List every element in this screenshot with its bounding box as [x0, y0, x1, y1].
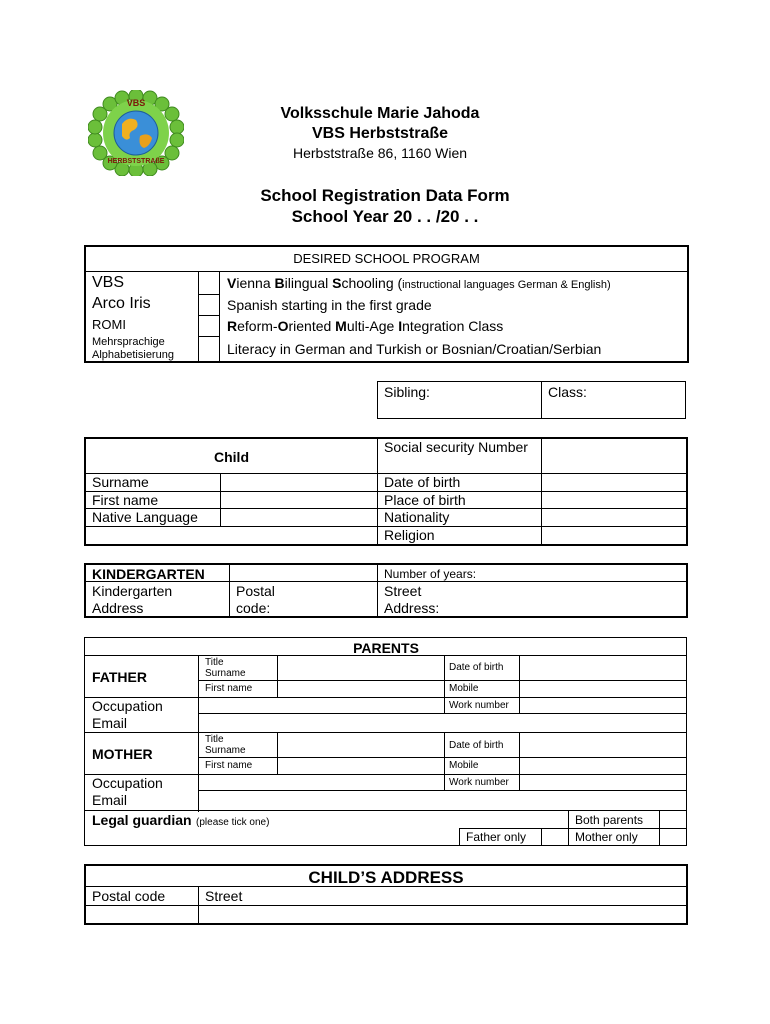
child-nationality-label: Nationality	[384, 509, 450, 525]
program-code-arco-iris: Arco Iris	[92, 295, 151, 312]
school-name: Volksschule Marie Jahoda	[280, 105, 480, 122]
father-occupation-label: Occupation	[92, 698, 163, 714]
child-ssn-input[interactable]	[543, 439, 686, 472]
program-desc-part: chooling (	[341, 275, 403, 291]
program-code-vbs: VBS	[92, 274, 125, 291]
school-address: Herbststraße 86, 1160 Wien	[292, 145, 468, 161]
logo-bottom-text: HERBSTSTRAßE	[107, 158, 165, 165]
mother-occupation-label: Occupation	[92, 775, 163, 791]
father-email-label: Email	[92, 715, 128, 731]
checkbox-alphabetisierung[interactable]	[200, 338, 218, 360]
father-mobile-label: Mobile	[449, 683, 479, 694]
program-desc-part: riented	[288, 318, 336, 334]
program-desc-part: M	[335, 318, 347, 334]
father-surname-input[interactable]	[279, 657, 442, 679]
program-desc-part: O	[277, 318, 289, 334]
father-email-input[interactable]	[200, 715, 685, 731]
sibling-class-label: Class:	[548, 384, 587, 400]
kindergarten-street-input[interactable]	[450, 583, 685, 616]
child-ssn-label: Social security Number	[384, 439, 528, 455]
mother-mobile-input[interactable]	[521, 759, 685, 773]
school-branch: VBS Herbststraße	[311, 125, 449, 142]
kindergarten-years-input[interactable]	[490, 566, 685, 580]
program-desc-part: R	[227, 318, 238, 334]
program-desc-part: B	[274, 275, 285, 291]
guardian-mother-checkbox[interactable]	[661, 830, 685, 845]
child-street-label: Street	[205, 888, 243, 904]
legal-guardian-title: Legal guardian	[92, 812, 192, 828]
sibling-class-input[interactable]	[594, 384, 684, 416]
child-postal-code-label: Postal code	[92, 888, 166, 904]
father-dob-label: Date of birth	[449, 662, 504, 673]
legal-guardian-note: (please tick one)	[196, 817, 270, 828]
kindergarten-street-label: Street Address:	[384, 583, 440, 616]
school-logo	[88, 90, 184, 176]
father-mobile-input[interactable]	[521, 682, 685, 696]
program-desc-part: I	[398, 318, 403, 334]
child-firstname-input[interactable]	[222, 492, 376, 507]
mother-dob-input[interactable]	[521, 734, 685, 756]
school-year: School Year 20 . . /20 . .	[291, 207, 479, 226]
program-code-alphabetisierung: Mehrsprachige Alphabetisierung	[92, 336, 174, 361]
program-desc-vbs	[227, 275, 611, 291]
program-desc-part: instructional languages German & English)	[402, 279, 611, 291]
mother-occupation-input[interactable]	[200, 776, 443, 789]
child-native-language-label: Native Language	[92, 509, 198, 525]
program-desc-part: Literacy in German and Turkish or Bosnian/Croatian/Serbian	[227, 341, 602, 357]
program-code-romi: ROMI	[92, 317, 126, 332]
father-firstname-input[interactable]	[279, 682, 442, 696]
program-desc-part: ienna	[236, 275, 275, 291]
kindergarten-postal-input[interactable]	[300, 583, 375, 616]
child-postal-code-input[interactable]	[88, 907, 196, 923]
mother-work-input[interactable]	[521, 776, 685, 789]
mother-surname-input[interactable]	[279, 734, 442, 756]
program-desc-part: ulti-Age	[346, 318, 399, 334]
kindergarten-heading: KINDERGARTEN	[92, 566, 205, 582]
child-street-input[interactable]	[250, 888, 684, 904]
child-religion-label: Religion	[384, 527, 435, 543]
guardian-father-label: Father only	[466, 830, 527, 844]
child-firstname-label: First name	[92, 492, 159, 508]
sibling-label: Sibling:	[384, 384, 430, 400]
program-desc-part: ntegration Class	[402, 318, 504, 334]
checkbox-romi[interactable]	[200, 317, 218, 335]
guardian-both-checkbox[interactable]	[661, 811, 685, 827]
program-desc-part: Spanish starting in the first grade	[227, 297, 432, 313]
child-surname-input[interactable]	[222, 474, 376, 490]
legal-guardian-label	[92, 812, 269, 830]
father-firstname-label: First name	[205, 683, 253, 694]
child-native-language-input[interactable]	[222, 509, 376, 525]
mother-dob-label: Date of birth	[449, 740, 504, 751]
guardian-both-label: Both parents	[575, 813, 644, 827]
kindergarten-address-label: Kindergarten Address	[92, 583, 173, 616]
guardian-mother-label: Mother only	[575, 830, 638, 844]
father-occupation-input[interactable]	[200, 699, 443, 712]
child-heading: Child	[214, 449, 249, 465]
father-work-label: Work number	[449, 700, 509, 711]
kindergarten-years-label: Number of years:	[384, 567, 477, 581]
mother-email-label: Email	[92, 792, 128, 808]
program-desc-part: ilingual	[284, 275, 333, 291]
program-desc-part: V	[227, 275, 237, 291]
father-work-input[interactable]	[521, 699, 685, 712]
child-address-heading: CHILD’S ADDRESS	[308, 868, 464, 887]
child-surname-label: Surname	[92, 474, 149, 490]
program-heading: DESIRED SCHOOL PROGRAM	[293, 251, 480, 266]
child-place-of-birth-input[interactable]	[543, 492, 686, 507]
mother-title-surname-label: Title Surname	[205, 734, 246, 756]
father-label: FATHER	[92, 669, 147, 685]
mother-mobile-label: Mobile	[449, 760, 479, 771]
child-nationality-input[interactable]	[543, 509, 686, 525]
father-dob-input[interactable]	[521, 657, 685, 679]
mother-work-label: Work number	[449, 777, 509, 788]
program-desc-part: eform-	[237, 318, 278, 334]
program-desc-arco-iris	[227, 297, 432, 313]
child-dob-input[interactable]	[543, 474, 686, 490]
program-desc-alphabetisierung	[227, 341, 601, 357]
child-dob-label: Date of birth	[384, 474, 461, 490]
child-religion-input[interactable]	[543, 527, 686, 544]
child-place-of-birth-label: Place of birth	[384, 492, 466, 508]
father-title-surname-label: Title Surname	[205, 657, 246, 679]
mother-email-input[interactable]	[200, 792, 685, 809]
program-desc-romi	[227, 318, 503, 334]
program-desc-part: S	[332, 275, 342, 291]
form-title: School Registration Data Form	[260, 186, 510, 205]
guardian-father-checkbox[interactable]	[543, 830, 567, 845]
logo-top-text: VBS	[126, 98, 146, 108]
kindergarten-postal-label: Postal code:	[236, 583, 275, 616]
checkbox-vbs[interactable]	[200, 274, 218, 292]
mother-firstname-input[interactable]	[279, 759, 442, 773]
mother-label: MOTHER	[92, 746, 153, 762]
parents-heading: PARENTS	[353, 640, 419, 656]
checkbox-arco-iris[interactable]	[200, 296, 218, 314]
mother-firstname-label: First name	[205, 760, 253, 771]
sibling-input[interactable]	[440, 384, 538, 416]
